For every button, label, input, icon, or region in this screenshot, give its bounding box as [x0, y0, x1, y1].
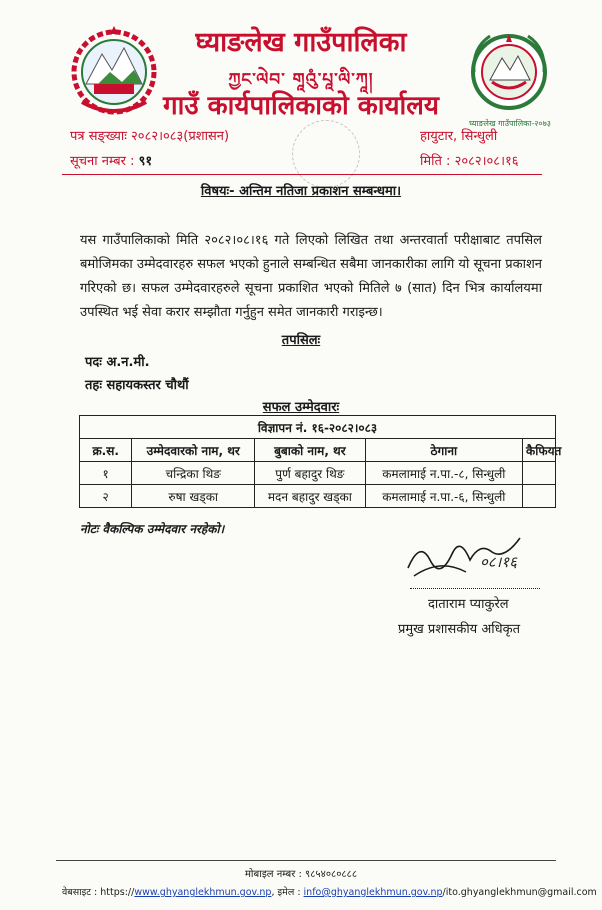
office-seal-stamp — [292, 120, 360, 188]
level-line: तहः सहायकस्तर चौथौं — [85, 378, 189, 393]
signature-date: ०८।१६ — [480, 553, 517, 571]
office-name: गाउँ कार्यपालिकाको कार्यालय — [163, 91, 439, 121]
row-candidate-name: चन्द्रिका थिङ — [132, 462, 255, 485]
table-row — [80, 462, 556, 485]
row-father-name: मदन बहादुर खड्का — [255, 485, 365, 508]
date: मिति : २०८२।०८।१६ — [420, 154, 519, 169]
row-address: कमलामाई न.पा.-८, सिन्धुली — [365, 462, 522, 485]
office-location: हायुटार, सिन्धुली — [420, 129, 498, 144]
col-remarks: कैफियत — [523, 439, 556, 462]
signature-scribble — [400, 530, 550, 590]
table-row — [80, 485, 556, 508]
website-link[interactable]: www.ghyanglekhmun.gov.np — [134, 887, 272, 898]
footer-divider — [56, 860, 556, 861]
results-table — [79, 415, 562, 508]
row-serial: २ — [80, 485, 132, 508]
col-father-name: बुबाको नाम, थर — [255, 439, 365, 462]
col-address: ठेगाना — [365, 439, 522, 462]
municipality-name-tibetan: ཀྱང་ལེབ་ གཱའུཾ་པཱ་ལི་ཀཱ། — [228, 70, 374, 90]
municipality-logo-caption: घ्याङलेख गाउँपालिका-२०७३ — [469, 119, 551, 128]
notice-number: सूचना नम्बर : ९१ — [70, 154, 153, 169]
note-text: नोटः वैकल्पिक उम्मेदवार नरहेको। — [80, 522, 225, 536]
table-header-row — [80, 439, 556, 462]
row-remarks — [523, 485, 556, 508]
table-ad-row — [80, 416, 556, 439]
row-candidate-name: रुषा खड्का — [132, 485, 255, 508]
subject-line: विषयः- अन्तिम नतिजा प्रकाशन सम्बन्धमा। — [200, 184, 402, 199]
header-divider — [62, 174, 542, 175]
row-father-name: पुर्ण बहादुर थिङ — [255, 462, 365, 485]
advertisement-number: विज्ञापन नं. १६-२०८२।०८३ — [80, 416, 556, 439]
notice-body: यस गाउँपालिकाको मिति २०८२।०८।१६ गते लिएको लिखित तथा अन्तरवार्ता परीक्षाबाट तपसिल बमोजिमका उम्मेदवारहरु सफल भएको हुनाले सम्बन्धित सबैमा जानकारीका लागि यो सूचना प्रकाशन गरिएको छ। सफल उम्मेदवारहरुले सूचना प्रकाशित भएको मितिले ७ (सात) दिन भित्र कार्यालयमा उपस्थित भई सेवा करार सम्झौता गर्नुहुन समेत जानकारी गराइन्छ। — [80, 233, 543, 320]
row-serial: १ — [80, 462, 132, 485]
col-serial: क्र.स. — [80, 439, 132, 462]
email-link[interactable]: info@ghyanglekhmun.gov.np — [303, 887, 443, 898]
col-candidate-name: उम्मेदवारको नाम, थर — [132, 439, 255, 462]
successful-candidates-heading: सफल उम्मेदवारः — [262, 400, 340, 415]
signature-line — [410, 588, 540, 589]
footer-contact: वेबसाइट : https://www.ghyanglekhmun.gov.np, इमेल : info@ghyanglekhmun.gov.np/ito.ghyanglekhmun@gmail.com — [62, 887, 597, 898]
signatory-name: दाताराम प्याकुरेल — [428, 597, 509, 612]
signatory-title: प्रमुख प्रशासकीय अधिकृत — [398, 622, 521, 637]
municipality-name: घ्याङलेख गाउँपालिका — [195, 27, 407, 58]
row-address: कमलामाई न.पा.-६, सिन्धुली — [365, 485, 522, 508]
row-remarks — [523, 462, 556, 485]
letter-number: पत्र सङ्ख्याः २०८२।०८३(प्रशासन) — [70, 129, 230, 144]
footer-mobile: मोबाइल नम्बर : ९८५४०८०८८८ — [244, 869, 358, 880]
details-heading: तपसिलः — [281, 333, 321, 348]
post-line: पदः अ.न.मी. — [85, 355, 150, 370]
